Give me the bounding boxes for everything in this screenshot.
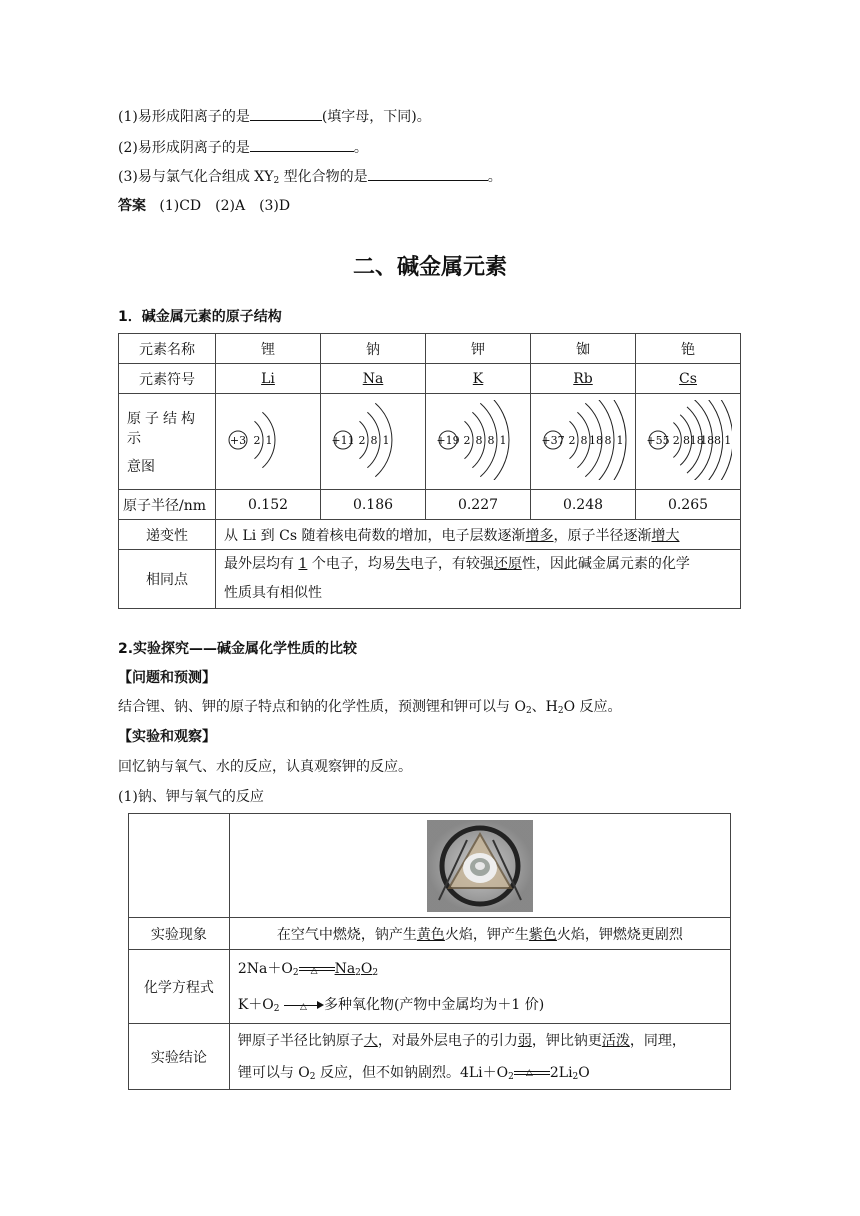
row-radius [119,490,741,520]
equation-k: $K+O_2$ △ 多种氧化物(产物中金属均为＋1 价) [237,996,545,1014]
section-title: 二、碱金属元素 [352,255,507,280]
equation-na: $2Na+O_2$ △ $Na_2O_2$ [237,960,379,978]
shell-electron-count: 18 [589,433,603,447]
heat-equals-sign-li: △ [514,1066,550,1080]
burning-apparatus-photo [427,820,533,912]
row-symbols [119,364,741,394]
shell-electron-count: 2 [253,433,261,447]
label-same: 相同点 [119,550,216,609]
problem-text: 结合锂、钠、钾的原子特点和钠的化学性质，预测锂和钾可以与 $O_2$、$H_2O$ 反应。 [118,699,622,716]
question-3 [118,166,502,186]
s2-heading: 2.实验探究——碱金属化学性质的比较 [118,641,358,657]
symbol-li: Li [261,370,275,387]
shell-electron-count: 8 [487,433,495,447]
shell-electron-count: 8 [683,433,690,447]
atom-diagram-k [434,400,522,480]
conclusion-label: 实验结论 [129,1024,230,1090]
q1-suffix: (填字母，下同)。 [321,109,431,125]
shell-electron-count: 8 [604,433,612,447]
equation-cell [229,950,730,1024]
label-radius: 原子半径/nm [119,490,216,520]
same-text: 最外层均有 1 个电子，均易失电子，有较强还原性，因此碱金属元素的化学 性质具有相似性 [216,550,741,609]
shell-electron-count: 8 [370,433,378,447]
q3-mid: 型化合物的是 [279,169,368,185]
phenomenon-text: 在空气中燃烧，钠产生黄色火焰，钾产生紫色火焰，钾燃烧更剧烈 [229,918,730,950]
atom-diagram-li [224,400,312,480]
symbol-k: K [472,370,484,387]
radius-na: 0.186 [321,490,426,520]
question-2 [118,137,368,157]
symbol-cs: Cs [679,370,697,387]
atom-diagram-cs [644,400,732,480]
reaction-table [128,813,731,1090]
heat-arrow: △ [284,998,324,1012]
answer-text: (1)CD (2)A (3)D [159,198,291,214]
radius-rb: 0.248 [531,490,636,520]
row-same [119,550,741,609]
name-na: 钠 [321,334,426,364]
label-symbol: 元素符号 [119,364,216,394]
row-equation [129,950,731,1024]
conclusion-text: 钾原子半径比钠原子大，对最外层电子的引力弱，钾比钠更活泼，同理， 锂可以与 $O_2$ 反应，但不如钠剧烈。$4Li+O_2$ △ $2Li_2O$ [229,1024,730,1090]
nuclear-charge-na: +11 [331,433,355,447]
q3-text: (3)易与氯气化合组成 XY [118,169,274,185]
shell-electron-count: 1 [265,433,273,447]
shell-electron-count: 2 [463,433,471,447]
symbol-rb: Rb [573,370,593,387]
exp-heading: 【实验和观察】 [118,729,216,745]
row-diagrams [119,394,741,490]
row-trend [119,520,741,550]
q1-text: (1)易形成阳离子的是 [118,109,250,125]
shell-electron-count: 2 [672,433,680,447]
radius-k: 0.227 [426,490,531,520]
shell-electron-count: 18 [689,433,704,447]
radius-li: 0.152 [216,490,321,520]
row-photo [129,814,731,918]
q1-blank [250,108,322,121]
shell-electron-count: 2 [568,433,576,447]
row-names [119,334,741,364]
shell-electron-count: 1 [499,433,507,447]
trend-text: 从 Li 到 Cs 随着核电荷数的增加，电子层数逐渐增多，原子半径逐渐增大 [216,520,741,550]
name-li: 锂 [216,334,321,364]
atom-diagram-rb [539,400,627,480]
shell-electron-count: 8 [714,433,721,447]
heat-equals-sign: △ [299,962,335,976]
exp-text: 回忆钠与氧气、水的反应，认真观察钾的反应。 [118,759,412,775]
name-k: 钾 [426,334,531,364]
shell-electron-count: 1 [616,433,624,447]
label-diagram-2: 意图 [127,458,155,475]
atom-diagram-na [329,400,417,480]
q3-end: 。 [487,169,502,185]
shell-electron-count: 18 [700,433,715,447]
s1-heading: 1．碱金属元素的原子结构 [118,309,282,325]
q2-suffix: 。 [353,140,368,156]
q2-blank [250,139,354,152]
alkali-structure-table [118,333,741,609]
label-trend: 递变性 [119,520,216,550]
equation-label: 化学方程式 [129,950,230,1024]
symbol-na: Na [362,370,384,387]
q2-text: (2)易形成阴离子的是 [118,140,250,156]
photo-cell [229,814,730,918]
label-name: 元素名称 [119,334,216,364]
sub1-heading: (1)钠、钾与氧气的反应 [118,789,264,805]
row-conclusion [129,1024,731,1090]
shell-electron-count: 1 [382,433,390,447]
nuclear-charge-rb: +37 [541,433,565,447]
shell-electron-count: 8 [580,433,588,447]
phenomenon-label: 实验现象 [129,918,230,950]
answer-label: 答案 [118,198,146,214]
answer-line [118,195,290,215]
photo-label-cell [129,814,230,918]
q3-sub: 2 [273,176,280,186]
question-1 [118,106,431,126]
row-phenomenon [129,918,731,950]
nuclear-charge-k: +19 [436,433,460,447]
q3-blank [368,168,488,181]
name-rb: 铷 [531,334,636,364]
label-diagram-1: 原子结构示 [127,410,199,447]
shell-electron-count: 2 [358,433,366,447]
nuclear-charge-li: +3 [229,433,247,447]
shell-electron-count: 8 [475,433,483,447]
label-diagram [119,394,216,490]
name-cs: 铯 [636,334,741,364]
problem-heading: 【问题和预测】 [118,670,216,686]
nuclear-charge-cs: +55 [646,433,670,447]
shell-electron-count: 1 [724,433,732,447]
radius-cs: 0.265 [636,490,741,520]
